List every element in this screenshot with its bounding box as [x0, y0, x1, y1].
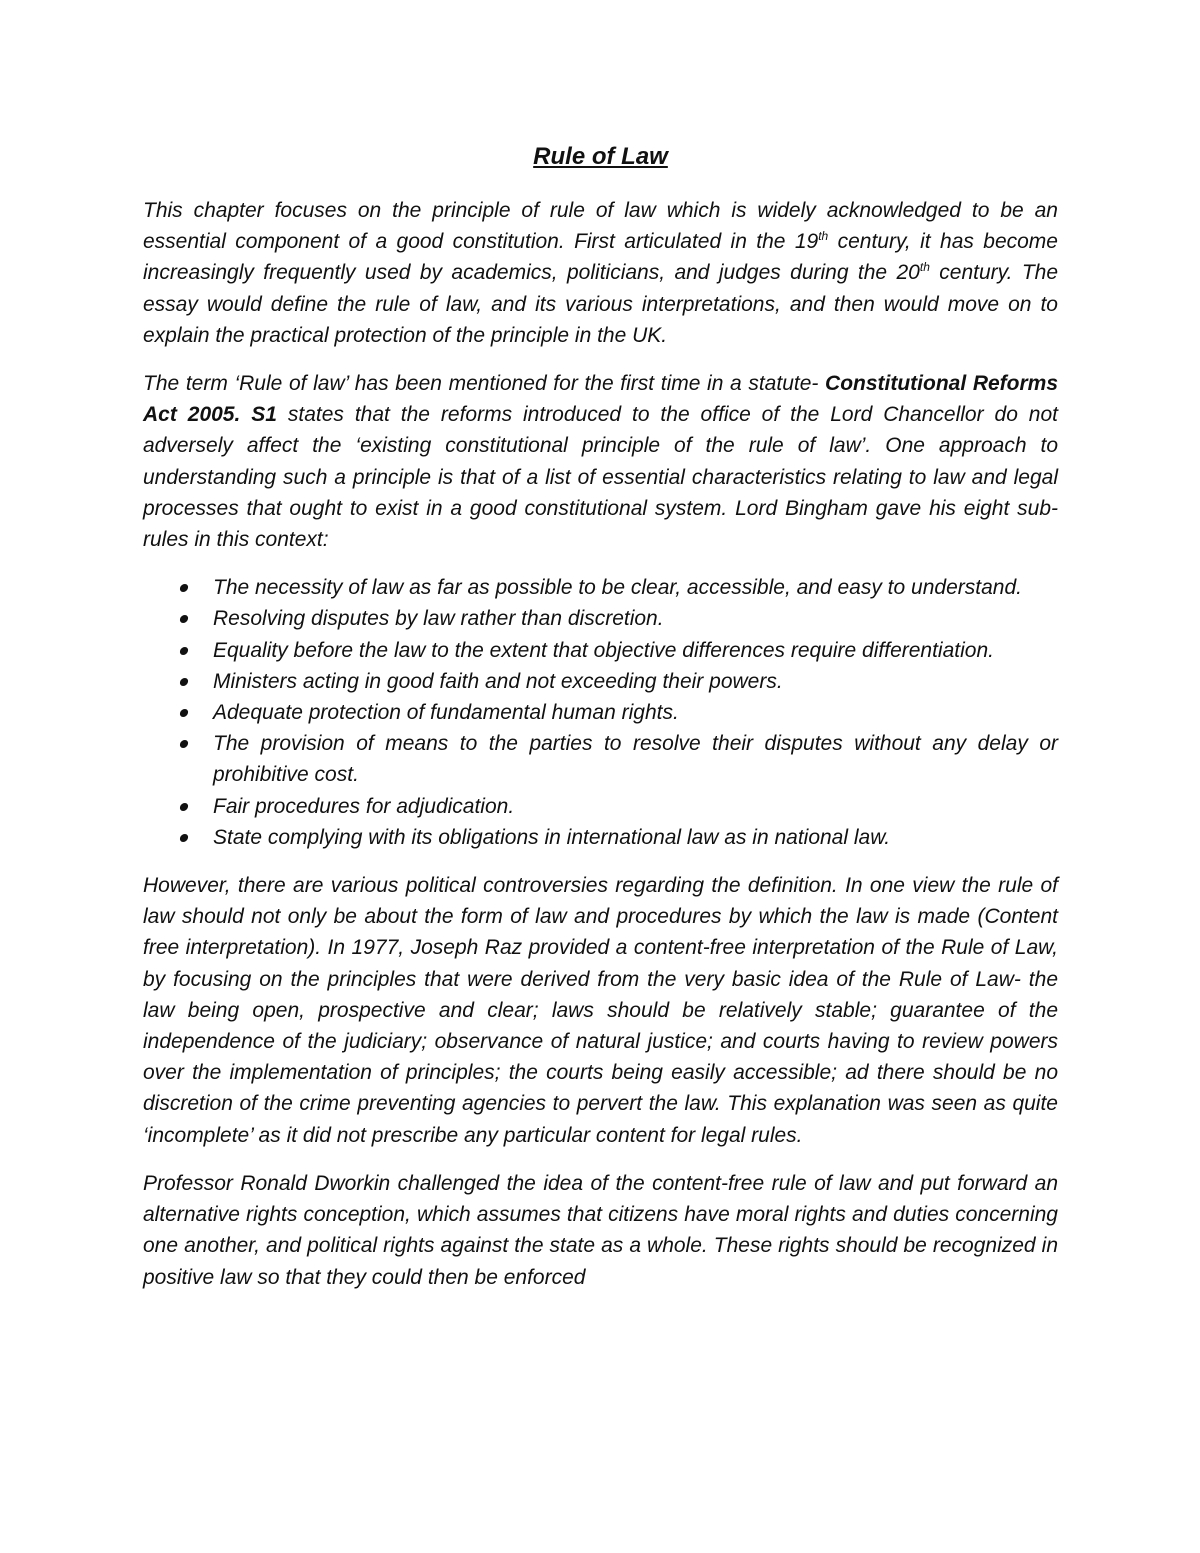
- list-item-text: Fair procedures for adjudication.: [213, 794, 515, 818]
- intro-text-c: century. The essay would define the rule of law, and its various interpretations, and then would move on to explain the practical protection of the principle in the UK.: [143, 261, 1059, 347]
- bullet-icon: [179, 615, 189, 623]
- list-item-text: Resolving disputes by law rather than discretion.: [213, 607, 664, 631]
- list-item: [143, 697, 1058, 728]
- intro-text-b: century, it has become increasingly frequently used by academics, politicians, and judges during the 20: [143, 230, 1058, 285]
- raz-paragraph: However, there are various political controversies regarding the definition. In one view the rule of law should not only be about the form of law and procedures by which the law is made (Content free interpretation). In 1977, Joseph Raz provided a content-free interpretation of the Rule of Law, by focusing on the principles that were derived from the very basic idea of the Rule of Law- the law being open, prospective and clear; laws should be relatively stable; guarantee of the independence of the judiciary; observance of natural justice; and courts having to review powers over the implementation of principles; the courts being easily accessible; ad there should be no discretion of the crime preventing agencies to pervert the law. This explanation was seen as quite ‘incomplete’ as it did not prescribe any particular content for legal rules.: [143, 874, 1058, 1147]
- list-item-text: The provision of means to the parties to resolve their disputes without any delay or prohibitive cost.: [213, 732, 1058, 787]
- list-item-text: State complying with its obligations in international law as in national law.: [213, 825, 891, 849]
- bullet-icon: [179, 834, 189, 842]
- superscript-th-2: th: [919, 260, 930, 275]
- list-item-text: Adequate protection of fundamental human rights.: [213, 701, 679, 725]
- list-item: [143, 572, 1058, 603]
- superscript-th-1: th: [818, 229, 829, 244]
- dworkin-paragraph: Professor Ronald Dworkin challenged the idea of the content-free rule of law and put forward an alternative rights conception, which assumes that citizens have moral rights and duties concerning one another, and political rights against the state as a whole. These rights should be recognized in positive law so that they could then be enforced: [143, 1171, 1058, 1289]
- list-item: [143, 728, 1058, 790]
- document-page: [143, 140, 1058, 1310]
- list-item-text: The necessity of law as far as possible to be clear, accessible, and easy to understand.: [213, 576, 1022, 600]
- list-item: [143, 822, 1058, 853]
- bullet-icon: [179, 584, 189, 592]
- list-item: [143, 666, 1058, 697]
- intro-text-a: This chapter focuses on the principle of rule of law which is widely acknowledged to be an essential component of a good constitution. First articulated in the 19: [143, 199, 1058, 254]
- document-title: Rule of Law: [533, 143, 668, 170]
- statute-reference: Constitutional Reforms Act 2005. S1: [143, 372, 1059, 427]
- bullet-icon: [179, 803, 189, 811]
- list-item: [143, 603, 1058, 634]
- bullet-icon: [179, 678, 189, 686]
- list-item-text: Ministers acting in good faith and not exceeding their powers.: [213, 669, 783, 693]
- bingham-sub-rules-list: [143, 572, 1058, 853]
- bullet-icon: [179, 709, 189, 717]
- statute-paragraph: [143, 368, 1058, 555]
- bullet-icon: [179, 647, 189, 655]
- bullet-icon: [179, 740, 189, 748]
- list-item-text: Equality before the law to the extent that objective differences require differentiation.: [213, 638, 994, 662]
- statute-text-a: The term ‘Rule of law’ has been mentioned for the first time in a statute-: [143, 372, 826, 396]
- statute-text-b: states that the reforms introduced to the office of the Lord Chancellor do not adversely affect the ‘existing constitutional principle of the rule of law’. One approach to understanding such a principle is that of a list of essential characteristics relating to law and legal processes that ought to exist in a good constitutional system. Lord Bingham gave his eight sub-rules in this context:: [143, 403, 1058, 552]
- list-item: [143, 791, 1058, 822]
- list-item: [143, 635, 1058, 666]
- intro-paragraph: [143, 195, 1058, 351]
